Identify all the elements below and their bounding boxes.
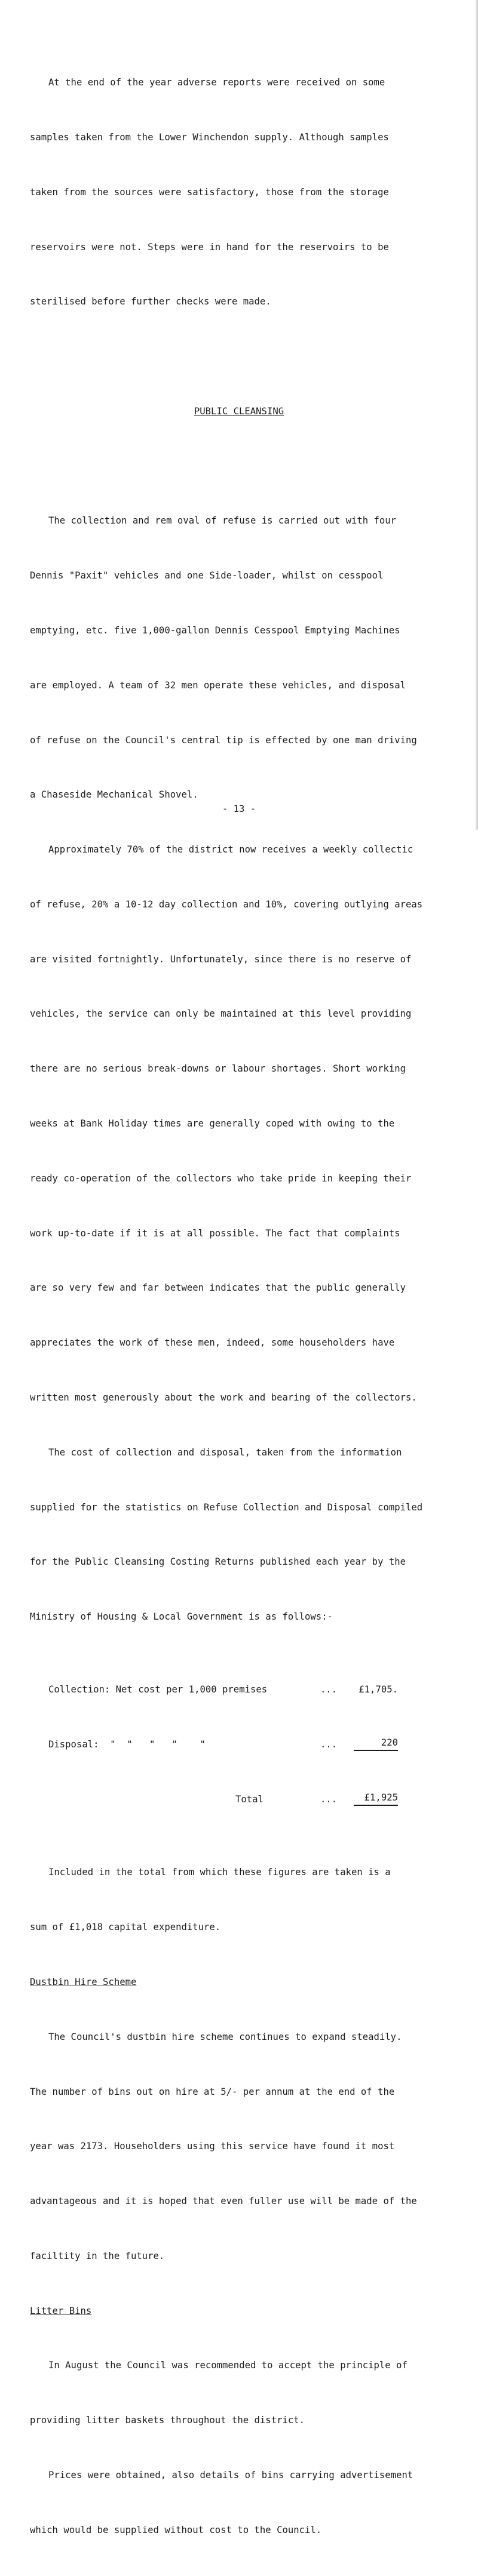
text-line: The collection and rem oval of refuse is carried out with four xyxy=(48,515,397,527)
text-line: sterilised before further checks were made. xyxy=(30,296,271,307)
text-line: At the end of the year adverse reports were received on some xyxy=(48,77,385,88)
text-line: providing litter baskets throughout the district. xyxy=(30,2415,305,2426)
text-line: there are no serious break-downs or labour shortages. Short working xyxy=(30,1063,406,1075)
collection-label: Collection: Net cost per 1,000 premises xyxy=(48,1684,268,1695)
text-line: of refuse, 20% a 10-12 day collection and 10%, covering outlying areas xyxy=(30,898,423,910)
text-line: for the Public Cleansing Costing Returns published each year by the xyxy=(30,1556,406,1568)
text-line: reservoirs were not. Steps were in hand for the reservoirs to be xyxy=(30,241,389,253)
text-line: In August the Council was recommended to accept the principle of xyxy=(48,2360,407,2371)
total-label: Total xyxy=(235,1794,263,1805)
text-line: The number of bins out on hire at 5/- per annum at the end of the xyxy=(30,2086,395,2097)
collection-dots: ... xyxy=(320,1684,338,1695)
text-line: are so very few and far between indicates that the public generally xyxy=(30,1282,406,1294)
text-line: Ministry of Housing & Local Government is as follows:- xyxy=(30,1611,333,1623)
text-line: written most generously about the work and bearing of the collectors. xyxy=(30,1392,417,1403)
total-dots: ... xyxy=(320,1794,338,1805)
total-amount: £1,925 xyxy=(354,1790,398,1806)
text-line: of refuse on the Council's central tip is effected by one man driving xyxy=(30,734,417,746)
body-text xyxy=(30,37,475,2576)
text-line: Approximately 70% of the district now receives a weekly collectic xyxy=(48,844,413,855)
text-line: are visited fortnightly. Unfortunately, since there is no reserve of xyxy=(30,953,412,965)
section-heading-litter-bins: Litter Bins xyxy=(30,2305,92,2316)
page-edge-shadow xyxy=(476,0,478,830)
text-line: taken from the sources were satisfactory, those from the storage xyxy=(30,186,389,198)
disposal-amount: 220 xyxy=(354,1735,398,1751)
text-line: vehicles, the service can only be maintained at this level providing xyxy=(30,1008,412,1020)
text-line: work up-to-date if it is at all possible. The fact that complaints xyxy=(30,1227,400,1239)
text-line: weeks at Bank Holiday times are generally coped with owing to the xyxy=(30,1118,395,1129)
cost-row-disposal xyxy=(30,1735,475,1754)
cost-row-total xyxy=(30,1790,475,1809)
text-line: ready co-operation of the collectors who take pride in keeping their xyxy=(30,1172,412,1184)
text-line: Included in the total from which these figures are taken is a xyxy=(48,1867,391,1878)
disposal-label: Disposal: " " " " " xyxy=(48,1739,206,1750)
text-line: which would be supplied without cost to the Council. xyxy=(30,2524,322,2535)
text-line: are employed. A team of 32 men operate these vehicles, and disposal xyxy=(30,679,406,691)
text-line: faciltity in the future. xyxy=(30,2250,165,2261)
text-line: samples taken from the Lower Winchendon supply. Although samples xyxy=(30,131,389,143)
collection-amount: £1,705. xyxy=(358,1684,398,1695)
text-line: appreciates the work of these men, indeed, some householders have xyxy=(30,1337,395,1349)
page-number: - 13 - xyxy=(222,804,256,814)
text-line: Prices were obtained, also details of bins carrying advertisement xyxy=(48,2469,413,2480)
section-heading-dustbin-hire: Dustbin Hire Scheme xyxy=(30,1976,137,1987)
text-line: sum of £1,018 capital expenditure. xyxy=(30,1922,221,1933)
disposal-dots: ... xyxy=(320,1739,338,1750)
text-line: The Council's dustbin hire scheme continues to expand steadily. xyxy=(48,2031,402,2042)
text-line: emptying, etc. five 1,000-gallon Dennis Cesspool Emptying Machines xyxy=(30,625,400,636)
cost-row-collection xyxy=(30,1681,475,1699)
text-line: The cost of collection and disposal, taken from the information xyxy=(48,1447,402,1458)
text-line: advantageous and it is hoped that even fuller use will be made of the xyxy=(30,2196,417,2207)
text-line: Dennis "Paxit" vehicles and one Side-loader, whilst on cesspool xyxy=(30,570,384,581)
text-line: supplied for the statistics on Refuse Collection and Disposal compiled xyxy=(30,1501,423,1513)
text-line: a Chaseside Mechanical Shovel. xyxy=(30,789,198,801)
text-line: year was 2173. Householders using this service have found it most xyxy=(30,2141,395,2152)
section-heading-public-cleansing: PUBLIC CLEANSING xyxy=(194,405,284,417)
